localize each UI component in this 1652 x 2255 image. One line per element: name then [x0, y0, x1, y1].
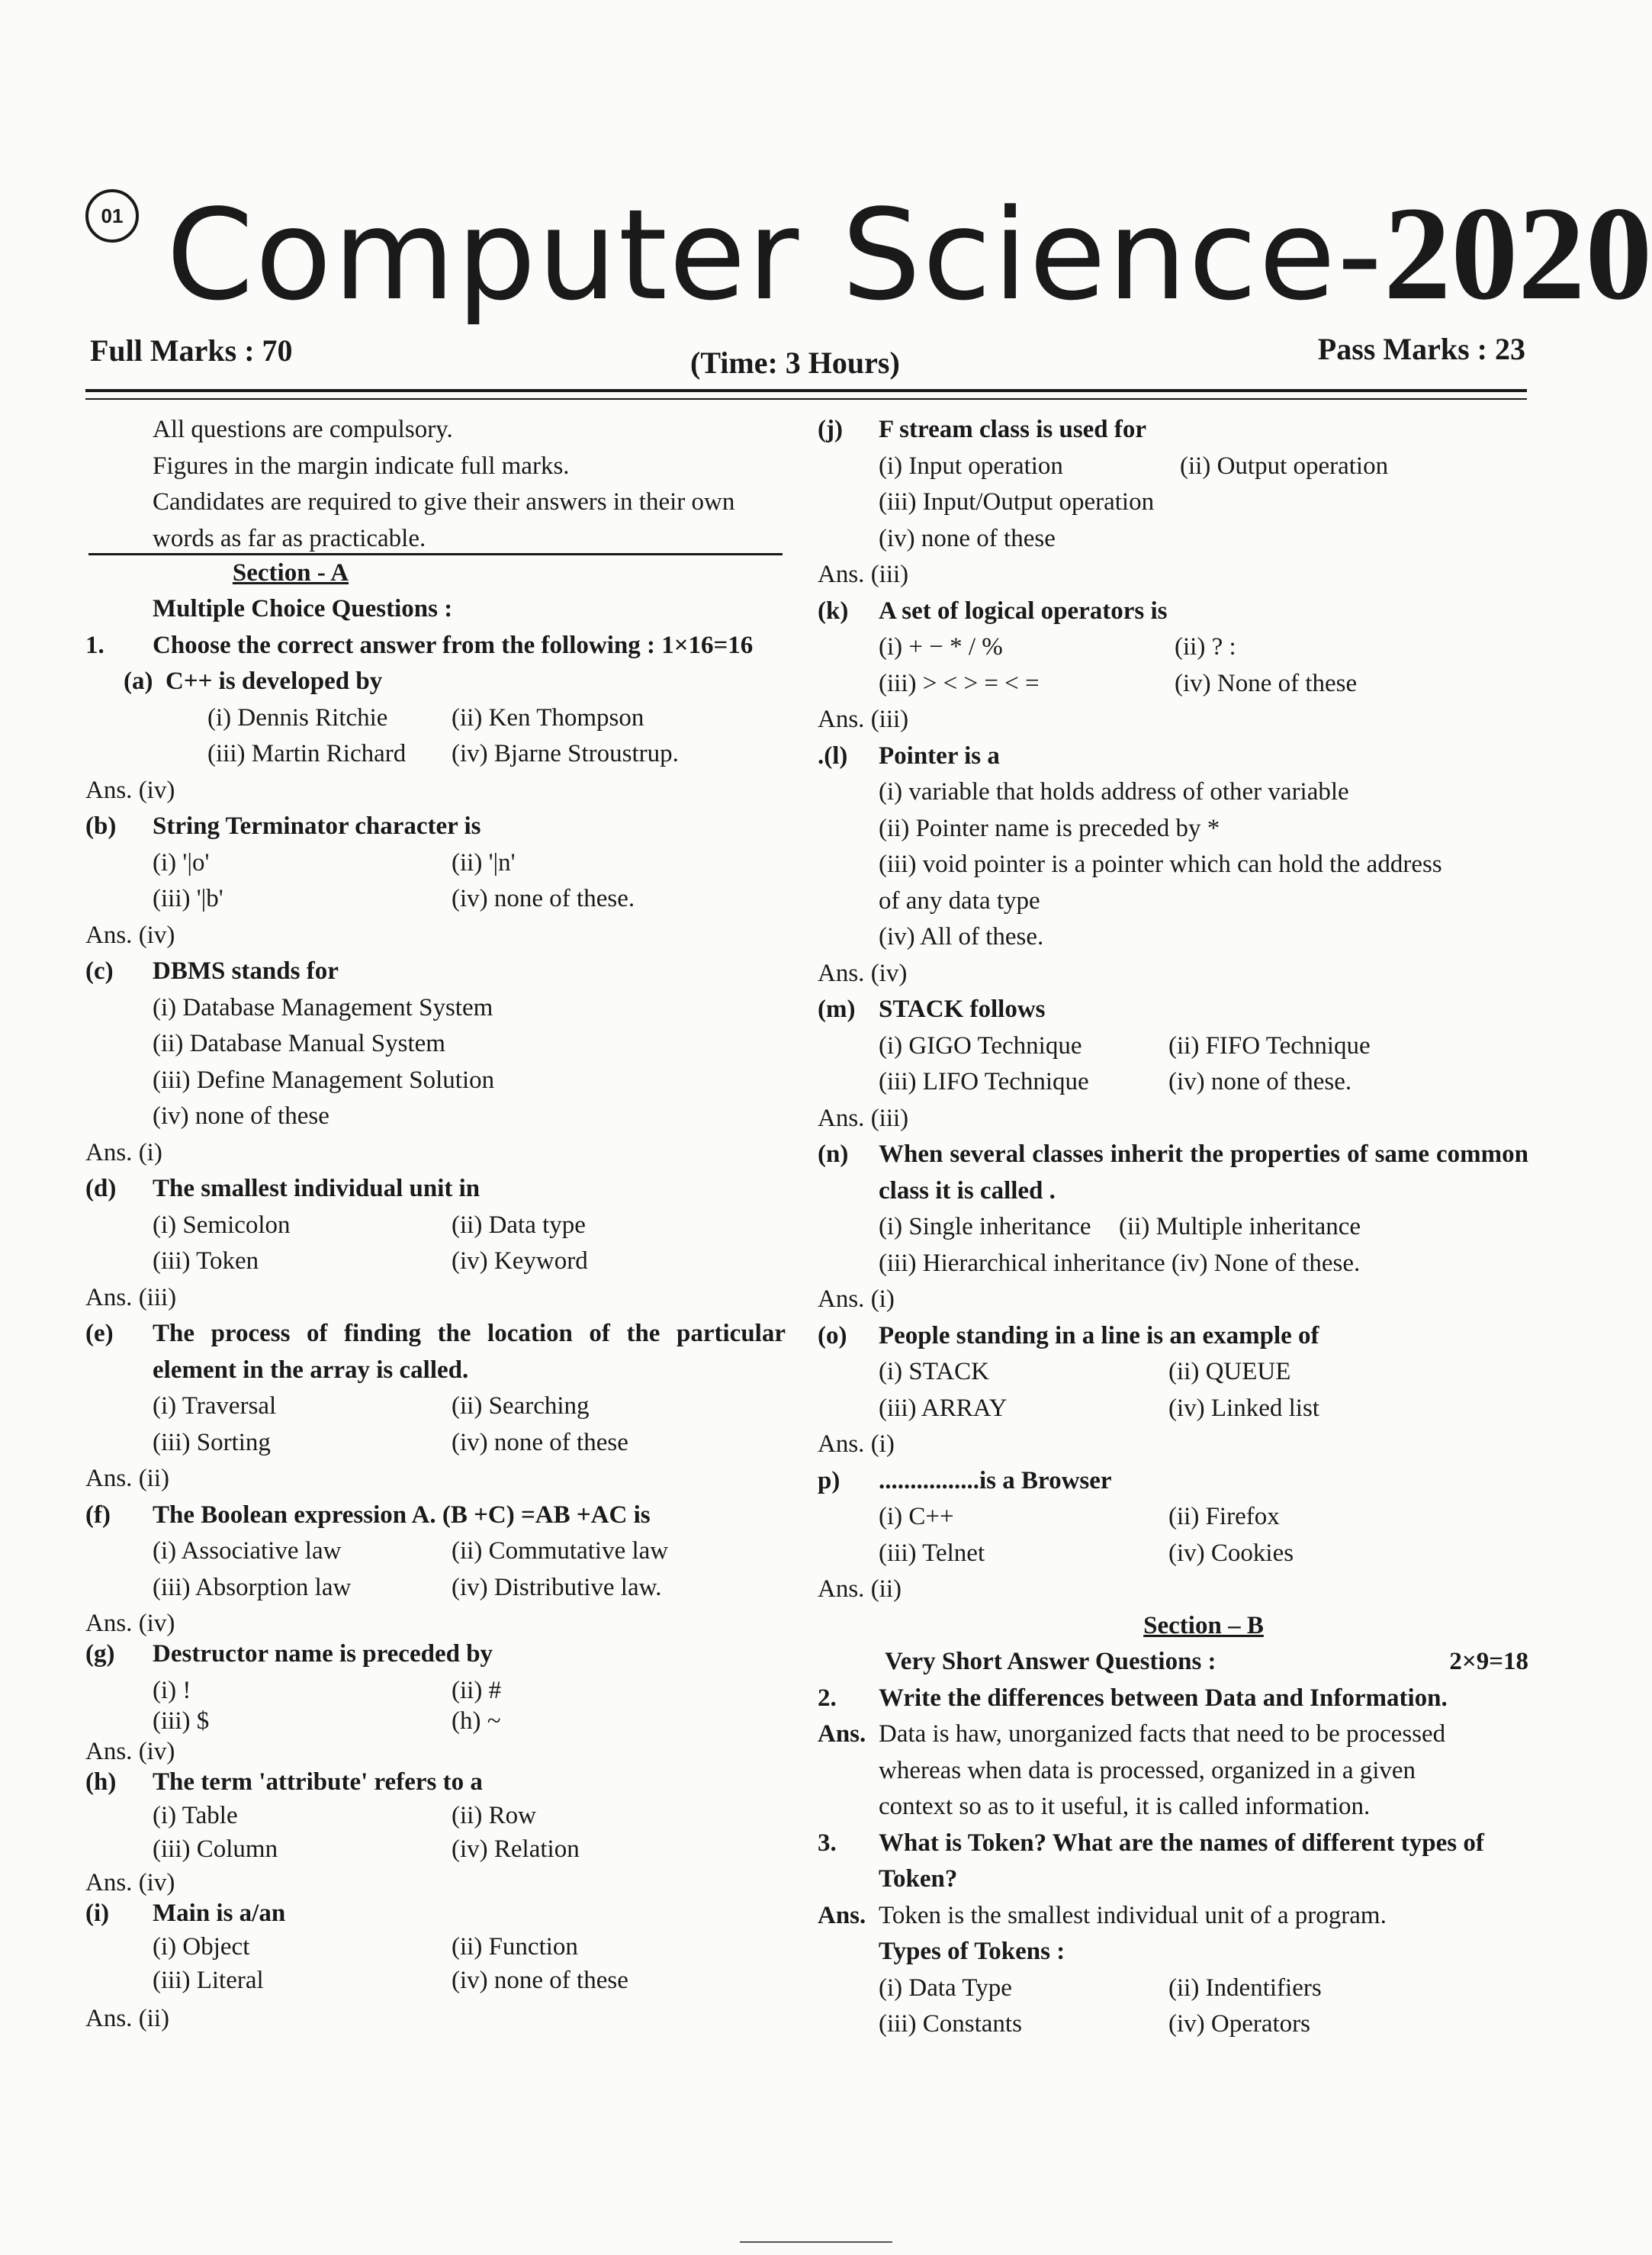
answer: Ans. (ii) — [85, 1465, 170, 1492]
section-b-marks: 2×9=18 — [1449, 1648, 1528, 1675]
answer: Ans. (iii) — [818, 1104, 909, 1132]
mcq-option: (iii) void pointer is a pointer which can hold the address — [879, 851, 1442, 878]
mcq-m: (m) STACK follows — [818, 996, 1046, 1023]
mcq-options: (i) Dennis Ritchie (ii) Ken Thompson — [207, 703, 644, 732]
mcq-options: (i) Traversal (ii) Searching — [153, 1392, 590, 1420]
mcq-options: (i) Single inheritance (ii) Multiple inheritance — [879, 1213, 1361, 1240]
exam-time: (Time: 3 Hours) — [690, 346, 900, 380]
mcq-e: (e) The process of finding the location of the particular element in the array is called. — [85, 1320, 786, 1384]
mcq-options: (iii) '|b' (iv) none of these. — [153, 885, 635, 912]
mcq-options: (iii) Sorting (iv) none of these — [153, 1428, 628, 1456]
token-types: (iii) Constants (iv) Operators — [879, 2010, 1311, 2038]
question-2: 2. Write the differences between Data and Information. — [818, 1684, 1448, 1712]
mcq-options: (iii) Absorption law (iv) Distributive law. — [153, 1573, 662, 1601]
mcq-p: p) ................is a Browser — [818, 1466, 1112, 1494]
mcq-options: (i) Semicolon (ii) Data type — [153, 1211, 586, 1239]
answer: Ans. (iv) — [818, 959, 908, 987]
token-types: (i) Data Type (ii) Indentifiers — [879, 1974, 1322, 2002]
answer: Ans. (iii) — [818, 706, 909, 733]
mcq-option: (i) variable that holds address of other variable — [879, 778, 1349, 806]
mcq-b: (b) String Terminator character is — [85, 812, 481, 840]
pass-marks: Pass Marks : 23 — [1317, 332, 1525, 366]
mcq-option: (iv) none of these — [153, 1102, 329, 1130]
title-year: 2020 — [1384, 179, 1652, 328]
footer-rule — [740, 2241, 892, 2243]
mcq-i: (i) Main is a/an — [85, 1899, 286, 1927]
mcq-o: (o) People standing in a line is an example of — [818, 1321, 1319, 1349]
mcq-l: .(l) Pointer is a — [818, 741, 1000, 770]
mcq-n: (n) When several classes inherit the properties of same common class it is called . — [818, 1140, 1528, 1205]
instruction: All questions are compulsory. — [153, 416, 453, 443]
mcq-options: (iii) LIFO Technique (iv) none of these. — [879, 1068, 1352, 1095]
mcq-options: (i) STACK (ii) QUEUE — [879, 1358, 1291, 1385]
mcq-options: (iii) $ (h) ~ — [153, 1707, 501, 1735]
answer: Ans. (i) — [818, 1430, 895, 1458]
left-column — [85, 412, 786, 2037]
header-rule-thin — [85, 398, 1527, 400]
mcq-options: (iii) Token (iv) Keyword — [153, 1247, 588, 1275]
mcq-h: (h) The term 'attribute' refers to a — [85, 1768, 483, 1796]
mcq-options: (i) Table (ii) Row — [153, 1801, 536, 1829]
mcq-option-continued: of any data type — [879, 886, 1040, 915]
mcq-options: (i) + − * / % (ii) ? : — [879, 633, 1236, 661]
mcq-options: (i) Object (ii) Function — [153, 1932, 578, 1961]
mcq-options: (i) GIGO Technique (ii) FIFO Technique — [879, 1031, 1371, 1060]
section-a-title: Section - A — [232, 558, 349, 587]
page-title — [166, 177, 1652, 331]
question-number-badge: 01 — [85, 189, 139, 243]
mcq-option: (ii) Pointer name is preceded by * — [879, 814, 1220, 842]
mcq-options: (iii) Column (iv) Relation — [153, 1835, 580, 1863]
question-3-continued: Token? — [879, 1865, 958, 1893]
right-column — [818, 412, 1528, 2043]
answer-2-continued: context so as to it useful, it is called information. — [879, 1793, 1371, 1820]
question-3: 3. What is Token? What are the names of different types of — [818, 1829, 1484, 1857]
mcq-options: (iii) Telnet (iv) Cookies — [879, 1539, 1294, 1567]
instruction: Candidates are required to give their answers in their own — [153, 488, 735, 516]
mcq-options: (iii) Literal (iv) none of these — [153, 1966, 628, 1994]
mcq-option: (iv) All of these. — [879, 923, 1044, 951]
answer-2: Ans. Data is haw, unorganized facts that need to be processed — [818, 1720, 1446, 1748]
mcq-options: (i) Associative law (ii) Commutative law — [153, 1537, 669, 1565]
mcq-c: (c) DBMS stands for — [85, 957, 339, 985]
question-text: Choose the correct answer from the following : 1×16=16 — [153, 631, 754, 659]
answer: Ans. (iii) — [818, 561, 909, 588]
mcq-option: (i) Database Management System — [153, 993, 493, 1021]
answer: Ans. (ii) — [85, 2004, 170, 2032]
mcq-g: (g) Destructor name is preceded by — [85, 1640, 493, 1668]
header-rule — [85, 389, 1527, 392]
mcq-a: (a) C++ is developed by — [124, 667, 383, 695]
answer: Ans. (iii) — [85, 1283, 177, 1311]
mcq-option: (ii) Database Manual System — [153, 1030, 445, 1057]
title-text: Computer Science- — [166, 182, 1384, 328]
answer-3: Ans. Token is the smallest individual unit of a program. — [818, 1901, 1387, 1929]
answer: Ans. (iv) — [85, 1737, 175, 1765]
section-b-title: Section – B — [1143, 1611, 1264, 1639]
answer: Ans. (iv) — [85, 1610, 175, 1637]
mcq-options: (i) '|o' (ii) '|n' — [153, 848, 516, 877]
answer: Ans. (i) — [818, 1285, 895, 1313]
mcq-option: (iii) Define Management Solution — [153, 1066, 495, 1094]
mcq-options: (i) ! (ii) # — [153, 1676, 502, 1704]
answer: Ans. (iv) — [85, 1868, 175, 1896]
answer: Ans. (iv) — [85, 776, 175, 804]
mcq-options: (i) C++ (ii) Firefox — [879, 1503, 1280, 1530]
mcq-options: (i) Input operation (ii) Output operation — [879, 452, 1389, 480]
answer: Ans. (ii) — [818, 1575, 902, 1603]
answer: Ans. (iv) — [85, 921, 175, 949]
full-marks: Full Marks : 70 — [90, 333, 293, 368]
mcq-option: (iii) Hierarchical inheritance (iv) None of these. — [879, 1249, 1361, 1277]
mcq-options: (iii) > < > = < = (iv) None of these — [879, 669, 1358, 697]
answer-2-continued: whereas when data is processed, organized in a given — [879, 1756, 1416, 1784]
question-label: 1. — [85, 631, 104, 659]
instruction: words as far as practicable. — [153, 524, 426, 552]
mcq-options: (iii) Martin Richard (iv) Bjarne Stroustrup. — [207, 740, 679, 767]
mcq-k: (k) A set of logical operators is — [818, 597, 1168, 625]
section-b-heading: Very Short Answer Questions : 2×9=18 — [818, 1644, 1528, 1681]
section-a-heading: Multiple Choice Questions : — [153, 595, 453, 622]
mcq-j: (j) F stream class is used for — [818, 416, 1147, 443]
mcq-f: (f) The Boolean expression A. (B +C) =AB +AC is — [85, 1501, 651, 1529]
question-1 — [85, 628, 786, 664]
mcq-options: (iii) ARRAY (iv) Linked list — [879, 1394, 1319, 1422]
mcq-option: (iii) Input/Output operation — [879, 488, 1155, 516]
answer: Ans. (i) — [85, 1138, 162, 1166]
instruction: Figures in the margin indicate full marks. — [153, 452, 570, 480]
mcq-option: (iv) none of these — [879, 524, 1056, 552]
token-types-heading: Types of Tokens : — [879, 1938, 1065, 1965]
mcq-d: (d) The smallest individual unit in — [85, 1175, 480, 1202]
